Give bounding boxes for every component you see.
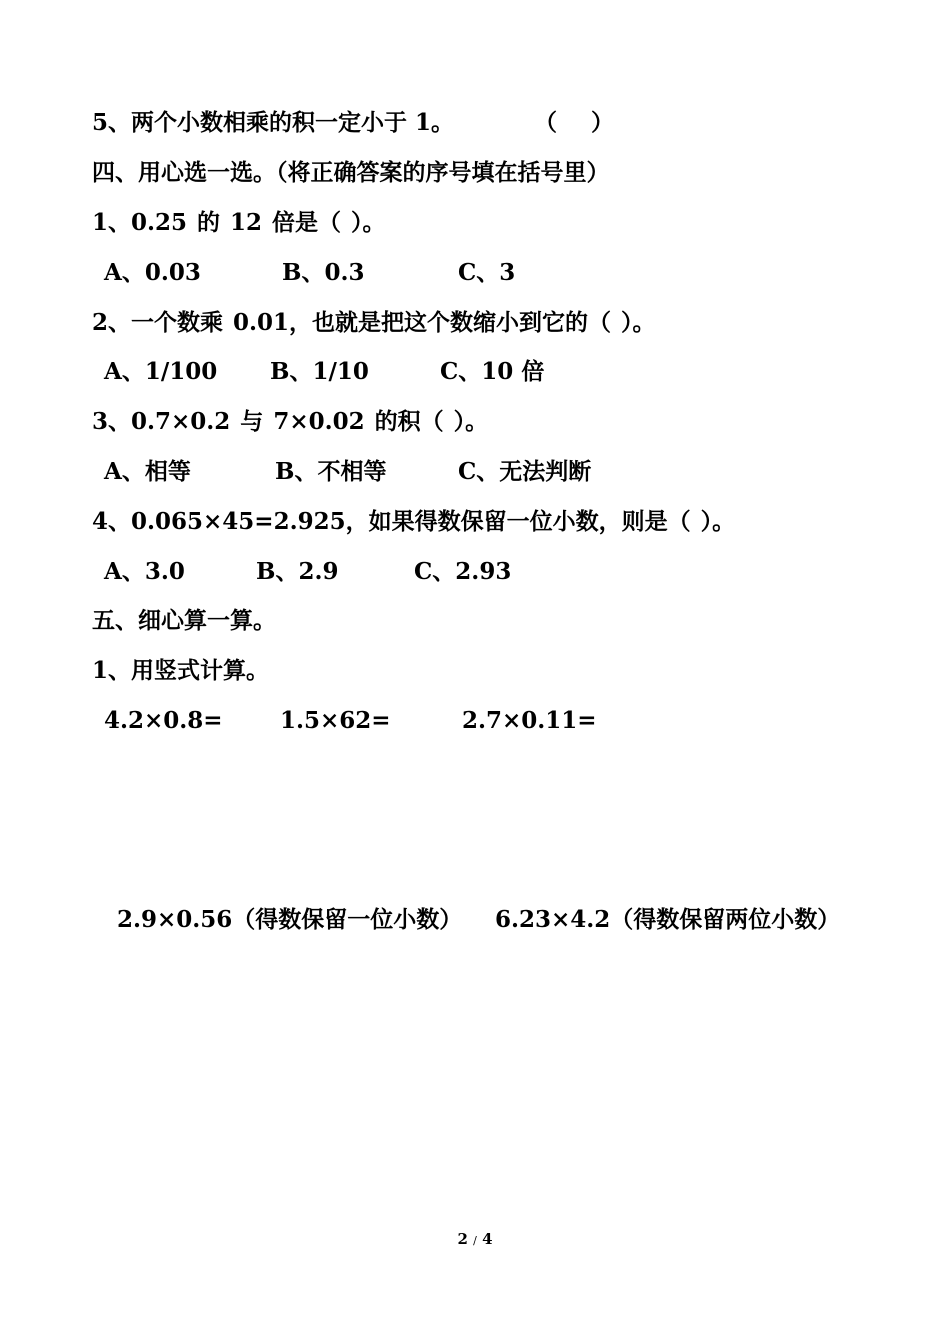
- section4-q2-option-c: C、10 倍: [440, 358, 545, 385]
- calc-item-4: 2.9×0.56（得数保留一位小数）: [117, 906, 463, 933]
- judge-q5: [92, 108, 454, 138]
- section4-q1-option-b: B、0.3: [282, 259, 365, 286]
- section4-q1-option-a: A、0.03: [104, 259, 201, 286]
- section4-q2-option-b: B、1/10: [270, 358, 369, 385]
- section4-q2-stem: 2、一个数乘 0.01，也就是把这个数缩小到它的（ ）。: [92, 309, 656, 336]
- section4-q4-option-b: B、2.9: [256, 558, 339, 585]
- section4-q4-option-a: A、3.0: [104, 558, 185, 585]
- section4-q1-stem: 1、0.25 的 12 倍是（ ）。: [92, 209, 386, 236]
- calc-item-2: 1.5×62=: [280, 707, 391, 734]
- section4-q1-option-c: C、3: [458, 259, 516, 286]
- page-separator: /: [473, 1234, 477, 1247]
- calc-item-1: 4.2×0.8=: [104, 707, 223, 734]
- section4-q3-option-b: B、不相等: [275, 458, 387, 485]
- section4-q3-option-c: C、无法判断: [458, 458, 592, 485]
- section4-q4-option-c: C、2.93: [414, 558, 512, 585]
- page-current: 2: [457, 1230, 468, 1248]
- judge-q5-text: 5、两个小数相乘的积一定小于 1。: [92, 109, 455, 136]
- section4-q2-option-a: A、1/100: [104, 358, 218, 385]
- page-number: [0, 1229, 950, 1251]
- judge-q5-paren: （ ）: [534, 109, 615, 136]
- section4-q4-stem: 4、0.065×45=2.925，如果得数保留一位小数，则是（ ）。: [92, 508, 736, 535]
- page-total: 4: [482, 1230, 493, 1248]
- section4-q3-option-a: A、相等: [104, 458, 191, 485]
- section4-q3-stem: 3、0.7×0.2 与 7×0.02 的积（ ）。: [92, 408, 489, 435]
- section5-heading: 五、细心算一算。: [92, 607, 276, 634]
- section5-sub1: 1、用竖式计算。: [92, 657, 270, 684]
- section4-heading: 四、用心选一选。（将正确答案的序号填在括号里）: [92, 159, 610, 186]
- calc-item-5: 6.23×4.2（得数保留两位小数）: [495, 906, 841, 933]
- calc-item-3: 2.7×0.11=: [462, 707, 597, 734]
